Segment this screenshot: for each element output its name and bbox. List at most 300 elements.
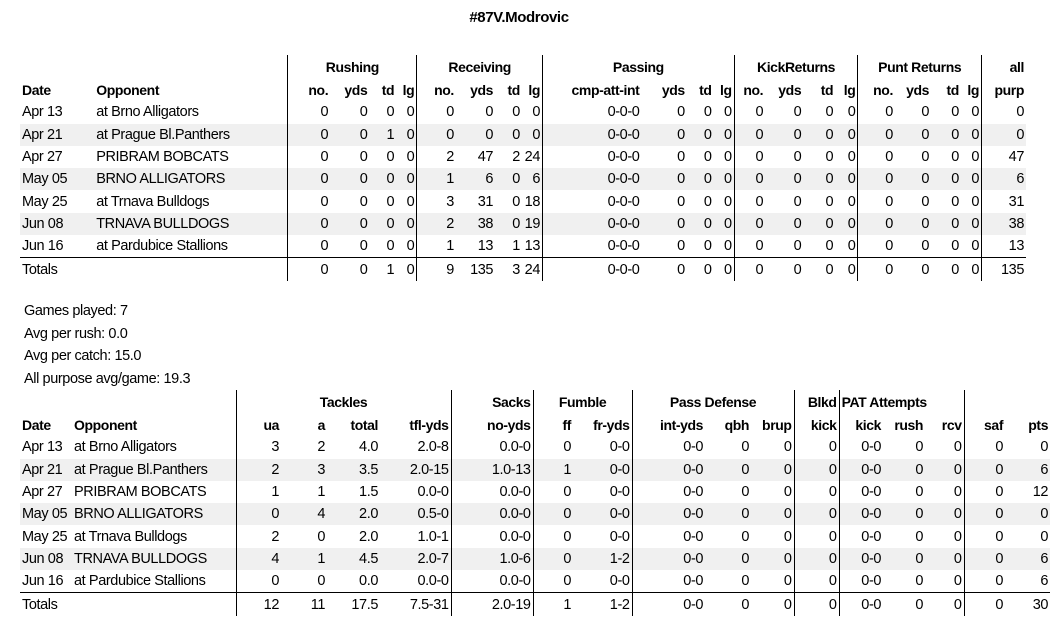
column-header: saf — [964, 414, 1005, 436]
column-header: td — [381, 82, 395, 99]
stat-cell: 0 — [883, 548, 925, 570]
totals-cell: 0 — [803, 258, 835, 281]
pass-defense-group-header: Pass Defense — [632, 390, 794, 414]
all-purpose-group-header: all — [982, 55, 1026, 79]
column-header: lg — [720, 82, 732, 99]
pat-attempts-group-header: PAT Attempts — [839, 390, 964, 414]
opponent-cell: at Prague Bl.Panthers — [94, 124, 288, 146]
stat-cell: 0-0 — [839, 525, 883, 547]
stat-cell: 0-0 — [609, 484, 630, 501]
stat-cell: 0 — [495, 213, 522, 235]
stat-cell: 0 — [522, 124, 543, 146]
column-header: brup — [762, 417, 792, 434]
stat-cell: 0 — [288, 235, 330, 258]
totals-cell: 0 — [714, 258, 735, 281]
totals-cell: 0 — [961, 258, 982, 281]
stat-cell: 1 — [512, 238, 520, 255]
stat-cell: 0-0-0 — [543, 146, 642, 168]
column-header: ff — [533, 414, 573, 436]
stat-cell: 0 — [925, 459, 964, 481]
stat-cell: 0 — [964, 459, 1005, 481]
game-row — [20, 235, 1026, 258]
opponent-cell: at Trnava Bulldogs — [96, 193, 210, 210]
column-header: lg — [967, 82, 980, 99]
stat-cell: 0 — [847, 193, 856, 210]
stat-cell: 0 — [386, 193, 395, 210]
date-cell: May 05 — [20, 503, 72, 525]
column-header: yds — [778, 82, 802, 99]
stat-cell: 18 — [524, 193, 541, 210]
stat-cell: 6 — [456, 168, 495, 190]
stat-cell: 0 — [406, 238, 415, 255]
stat-cell: 6 — [1040, 573, 1049, 590]
stat-cell: 4.0 — [359, 439, 378, 456]
stat-cell: 0-0-0 — [543, 101, 642, 123]
stat-cell: 0 — [317, 528, 325, 545]
column-header: td — [946, 82, 959, 99]
stat-cell: 0 — [783, 484, 792, 501]
opponent-cell: at Pardubice Stallions — [96, 238, 228, 255]
stat-cell: 0 — [734, 213, 765, 235]
stat-cell: 2.0-8 — [417, 439, 449, 456]
stat-cell: 0.0-0 — [451, 481, 533, 503]
column-header: fr-yds — [593, 417, 630, 434]
stat-cell: 0 — [971, 193, 980, 210]
stat-cell: 0-0 — [632, 503, 705, 525]
stat-cell: 0 — [858, 168, 895, 190]
stat-cell: 0-0 — [609, 528, 630, 545]
stat-cell: 0 — [330, 168, 369, 190]
totals-cell: 0 — [705, 593, 751, 616]
stat-cell: 38 — [982, 213, 1026, 235]
stat-cell: 0 — [835, 124, 858, 146]
column-header: yds — [470, 82, 494, 99]
date-cell: Apr 21 — [20, 124, 94, 146]
column-header: purp — [982, 79, 1026, 101]
column-header: kick — [794, 414, 839, 436]
stat-cell: 0 — [369, 213, 396, 235]
game-row — [20, 503, 1050, 525]
column-header: rcv — [941, 417, 962, 434]
stat-cell: 0 — [847, 149, 856, 166]
player-title: #87V.Modrovic — [469, 9, 569, 26]
stat-cell: 0 — [533, 436, 573, 458]
stat-cell: 0 — [951, 193, 959, 210]
fumble-group-header: Fumble — [533, 390, 632, 414]
totals-cell: 30 — [1005, 593, 1050, 616]
stat-cell: 0-0 — [632, 525, 705, 547]
stat-cell: 0 — [724, 149, 732, 166]
stat-cell: 0 — [641, 168, 686, 190]
stat-cell: 0 — [794, 548, 839, 570]
stat-cell: 0 — [825, 149, 834, 166]
stat-cell: 0 — [512, 193, 520, 210]
stat-cell: 0 — [687, 213, 714, 235]
totals-cell: 0 — [687, 258, 714, 281]
offense-group-header-row — [20, 55, 1026, 79]
stat-cell: 0 — [641, 213, 686, 235]
stat-cell: 1 — [417, 168, 456, 190]
stat-cell: 1 — [236, 481, 281, 503]
stat-cell: 0 — [533, 481, 573, 503]
stat-cell: 3 — [281, 459, 327, 481]
stat-cell: 0 — [953, 484, 962, 501]
totals-cell: 0-0 — [632, 593, 705, 616]
stat-cell: 0 — [705, 548, 751, 570]
stat-cell: 0 — [1040, 528, 1049, 545]
column-header: Opponent — [96, 82, 160, 99]
stat-cell: 0 — [714, 124, 735, 146]
stat-cell: 0 — [783, 439, 792, 456]
stat-cell: 0 — [288, 190, 330, 212]
rushing-group-header: Rushing — [288, 55, 417, 79]
stat-cell: 0 — [953, 573, 962, 590]
stat-cell: 0 — [921, 104, 930, 121]
stat-cell: 0 — [971, 238, 980, 255]
totals-cell: 0 — [858, 258, 895, 281]
stat-cell: 0 — [803, 124, 835, 146]
stat-cell: 0 — [783, 528, 792, 545]
stat-cell: 0 — [734, 101, 765, 123]
stat-cell: 0 — [765, 124, 803, 146]
stat-cell: 0 — [825, 104, 834, 121]
column-header: Date — [22, 82, 51, 99]
stat-cell: 0 — [794, 503, 839, 525]
opponent-cell: at Brno Alligators — [96, 104, 199, 121]
stat-cell: 0 — [406, 149, 415, 166]
stat-cell: 0 — [982, 101, 1026, 123]
stat-cell: 0.0-0 — [451, 436, 533, 458]
stat-cell: 0 — [961, 168, 982, 190]
stat-cell: 0 — [705, 503, 751, 525]
stat-cell: 0 — [858, 146, 895, 168]
stat-cell: 1 — [317, 484, 325, 501]
stat-cell: 31 — [477, 193, 494, 210]
stat-cell: 0 — [858, 124, 895, 146]
sacks-group-header: Sacks — [451, 390, 533, 414]
stat-cell: 0 — [533, 503, 573, 525]
stat-cell: 0 — [724, 104, 732, 121]
totals-cell: 1 — [533, 593, 573, 616]
stat-cell: 0 — [803, 168, 835, 190]
totals-cell: 2.0-19 — [451, 593, 533, 616]
game-row — [20, 481, 1050, 503]
totals-row — [20, 593, 1050, 616]
date-cell: May 05 — [20, 168, 94, 190]
stat-cell: 0 — [236, 570, 281, 593]
column-header: pts — [1028, 417, 1049, 434]
stat-cell: 0-0 — [839, 436, 883, 458]
stat-cell: 0-0 — [573, 503, 632, 525]
stat-cell: 4 — [281, 503, 327, 525]
stat-cell: 0 — [794, 570, 839, 593]
column-header: kick — [839, 414, 883, 436]
stat-cell: 0 — [417, 124, 456, 146]
receiving-group-header: Receiving — [417, 55, 543, 79]
stat-cell: 0 — [386, 104, 395, 121]
totals-cell: 135 — [982, 258, 1026, 281]
totals-label: Totals — [20, 593, 72, 616]
column-header: Opponent — [74, 417, 137, 434]
stat-cell: 0 — [858, 235, 895, 258]
stat-cell: 0 — [703, 104, 712, 121]
stat-cell: 1 — [369, 124, 396, 146]
games-played-text: Games played: 7 — [24, 303, 128, 319]
stat-cell: 0-0 — [573, 459, 632, 481]
stat-cell: 0 — [751, 548, 794, 570]
stat-cell: 1 — [281, 548, 327, 570]
stat-cell: 1 — [533, 459, 573, 481]
defense-group-header-row — [20, 390, 1050, 414]
tackles-group-header: Tackles — [236, 390, 451, 414]
stat-cell: 1.0-13 — [451, 459, 533, 481]
stat-cell: 0 — [369, 168, 396, 190]
stat-cell: 0.5-0 — [380, 503, 451, 525]
stat-cell: 0 — [288, 146, 330, 168]
stat-cell: 0 — [641, 124, 686, 146]
stat-cell: 0 — [835, 213, 858, 235]
stat-cell: 0 — [931, 124, 961, 146]
totals-cell: 11 — [281, 593, 327, 616]
stat-cell: 24 — [524, 149, 541, 166]
date-cell: May 25 — [22, 193, 68, 210]
column-header: yds — [906, 82, 930, 99]
totals-cell — [94, 258, 288, 281]
stat-cell: 0 — [396, 124, 417, 146]
column-header: no. — [417, 79, 456, 101]
stat-cell: 0 — [793, 149, 802, 166]
game-row — [20, 101, 1026, 123]
stat-cell: 0 — [734, 146, 765, 168]
opponent-cell: PRIBRAM BOBCATS — [74, 484, 207, 501]
column-header: lg — [528, 82, 541, 99]
stat-cell: 0 — [330, 213, 369, 235]
stat-cell: 0 — [288, 213, 330, 235]
stat-cell: 0 — [964, 548, 1005, 570]
stat-cell: 0 — [794, 436, 839, 458]
stat-cell: 0 — [677, 193, 685, 210]
stat-cell: 0 — [330, 124, 369, 146]
stat-cell: 0 — [915, 573, 924, 590]
stat-cell: 0-0-0 — [543, 190, 642, 212]
stat-cell: 0 — [359, 149, 368, 166]
totals-cell: 9 — [417, 258, 456, 281]
stat-cell: 19 — [522, 213, 543, 235]
stat-cell: 0 — [951, 149, 959, 166]
stat-cell: 0 — [883, 459, 925, 481]
game-row — [20, 548, 1050, 570]
stat-cell: 0 — [359, 104, 368, 121]
game-row — [20, 459, 1050, 481]
totals-cell: 0 — [883, 593, 925, 616]
game-row — [20, 570, 1050, 593]
column-header: lg — [402, 82, 415, 99]
stat-cell: 0-0 — [632, 570, 705, 593]
date-cell: Apr 27 — [22, 149, 63, 166]
stat-cell: 0.0-0 — [451, 525, 533, 547]
punt-returns-group-header: Punt Returns — [858, 55, 982, 79]
stat-cell: 6 — [1005, 548, 1050, 570]
column-header: rush — [894, 417, 924, 434]
season-summary — [24, 300, 190, 390]
column-header: no. — [858, 79, 895, 101]
stat-cell: 6 — [982, 168, 1026, 190]
stat-cell: 0 — [532, 104, 541, 121]
stat-cell: 0 — [386, 238, 395, 255]
avg-per-rush-text: Avg per rush: 0.0 — [24, 325, 128, 342]
totals-cell: 0 — [330, 258, 369, 281]
column-header: int-yds — [632, 414, 705, 436]
stat-cell: 0-0 — [839, 548, 883, 570]
stat-cell: 0 — [734, 235, 765, 258]
totals-cell: 0-0 — [839, 593, 883, 616]
column-header: lg — [843, 82, 856, 99]
stat-cell: 0-0-0 — [543, 235, 642, 258]
totals-cell: 0 — [396, 258, 417, 281]
stat-cell: 0 — [1040, 439, 1049, 456]
stat-cell: 0 — [803, 213, 835, 235]
stat-cell: 0-0 — [632, 548, 705, 570]
stat-cell: 0.0-0 — [451, 570, 533, 593]
opponent-cell: BRNO ALLIGATORS — [72, 503, 236, 525]
stat-cell: 0 — [964, 570, 1005, 593]
stat-cell: 0 — [512, 104, 520, 121]
stat-cell: 0.0-0 — [451, 503, 533, 525]
stat-cell: 0.0-0 — [417, 573, 449, 590]
stat-cell: 3 — [236, 436, 281, 458]
stat-cell: 0 — [825, 238, 834, 255]
date-cell: Jun 16 — [22, 573, 64, 590]
totals-cell: 0 — [765, 258, 803, 281]
stat-cell: 0 — [533, 570, 573, 593]
column-header: no. — [734, 79, 765, 101]
stat-cell: 0-0-0 — [543, 124, 642, 146]
stat-cell: 2 — [417, 146, 456, 168]
stat-cell: 0 — [724, 238, 732, 255]
stat-cell: 0 — [794, 459, 839, 481]
stat-cell: 0 — [705, 459, 751, 481]
stat-cell: 31 — [982, 190, 1026, 212]
stat-cell: 0-0-0 — [543, 213, 642, 235]
stat-cell: 38 — [456, 213, 495, 235]
column-header: td — [699, 82, 712, 99]
column-header: td — [507, 82, 520, 99]
stat-cell: 0 — [396, 213, 417, 235]
stat-cell: 0 — [953, 528, 962, 545]
column-header: no. — [288, 79, 330, 101]
kick-returns-group-header: KickReturns — [734, 55, 858, 79]
totals-cell: 135 — [456, 258, 495, 281]
stat-cell: 0 — [793, 238, 802, 255]
stat-cell: 0 — [677, 238, 685, 255]
opponent-cell: at Pardubice Stallions — [74, 573, 206, 590]
stat-cell: 6 — [522, 168, 543, 190]
stat-cell: 0 — [971, 149, 980, 166]
stat-cell: 0 — [964, 525, 1005, 547]
stat-cell: 0 — [495, 168, 522, 190]
stat-cell: 0 — [858, 101, 895, 123]
stat-cell: 0 — [359, 193, 368, 210]
stat-cell: 47 — [477, 149, 494, 166]
stat-cell: 0 — [417, 101, 456, 123]
stat-cell: 3.5 — [327, 459, 380, 481]
totals-label: Totals — [20, 258, 94, 281]
stat-cell: 13 — [982, 235, 1026, 258]
stat-cell: 0 — [724, 193, 732, 210]
stat-cell: 0 — [288, 124, 330, 146]
stat-cell: 0 — [734, 190, 765, 212]
stat-cell: 0 — [925, 548, 964, 570]
stat-cell: 0 — [396, 168, 417, 190]
totals-row — [20, 258, 1026, 281]
stat-cell: 0 — [741, 573, 750, 590]
totals-cell — [72, 593, 236, 616]
date-cell: Apr 13 — [22, 439, 63, 456]
totals-cell: 0-0-0 — [543, 258, 642, 281]
column-header: cmp-att-int — [543, 79, 642, 101]
stat-cell: 0 — [703, 238, 712, 255]
avg-per-catch-text: Avg per catch: 15.0 — [24, 348, 142, 364]
stat-cell: 0 — [765, 168, 803, 190]
stat-cell: 0-0 — [839, 570, 883, 593]
stat-cell: 47 — [982, 146, 1026, 168]
totals-cell: 1 — [369, 258, 396, 281]
stat-cell: 0-0 — [839, 481, 883, 503]
stat-cell: 0 — [858, 213, 895, 235]
stat-cell: 0-0 — [632, 459, 705, 481]
game-row — [20, 436, 1050, 458]
opponent-cell: TRNAVA BULLDOGS — [72, 548, 236, 570]
stat-cell: 0 — [288, 168, 330, 190]
stat-cell: 3 — [417, 190, 456, 212]
totals-cell: 0 — [794, 593, 839, 616]
date-cell: Jun 08 — [20, 548, 72, 570]
column-header: td — [820, 82, 834, 99]
stat-cell: 0 — [741, 528, 750, 545]
stat-cell: 0 — [794, 481, 839, 503]
stat-cell: 0-0 — [609, 439, 630, 456]
opponent-cell: at Brno Alligators — [74, 439, 177, 456]
stat-cell: 0 — [953, 439, 962, 456]
stat-cell: 0 — [921, 238, 930, 255]
column-header: yds — [661, 82, 685, 99]
stat-cell: 0 — [835, 168, 858, 190]
stat-cell: 0 — [925, 503, 964, 525]
stat-cell: 0 — [847, 238, 856, 255]
stat-cell: 0 — [406, 104, 415, 121]
stat-cell: 0 — [964, 436, 1005, 458]
stat-cell: 0 — [677, 104, 685, 121]
defense-column-header-row — [20, 414, 1050, 436]
stat-cell: 0 — [921, 193, 930, 210]
opponent-cell: at Trnava Bulldogs — [74, 528, 187, 545]
stat-cell: 0.0 — [359, 573, 378, 590]
passing-group-header: Passing — [543, 55, 735, 79]
game-row — [20, 213, 1026, 235]
stat-cell: 0 — [677, 149, 685, 166]
stat-cell: 2.0-7 — [380, 548, 451, 570]
stat-cell: 0 — [386, 149, 395, 166]
totals-cell: 0 — [751, 593, 794, 616]
stat-cell: 0 — [915, 439, 924, 456]
stat-cell: 0 — [456, 124, 495, 146]
totals-cell: 0 — [835, 258, 858, 281]
blocked-group-header: Blkd — [794, 390, 839, 414]
offense-column-header-row — [20, 79, 1026, 101]
date-cell: Jun 08 — [20, 213, 94, 235]
stat-cell: 0 — [406, 193, 415, 210]
stat-cell: 0-0 — [632, 436, 705, 458]
